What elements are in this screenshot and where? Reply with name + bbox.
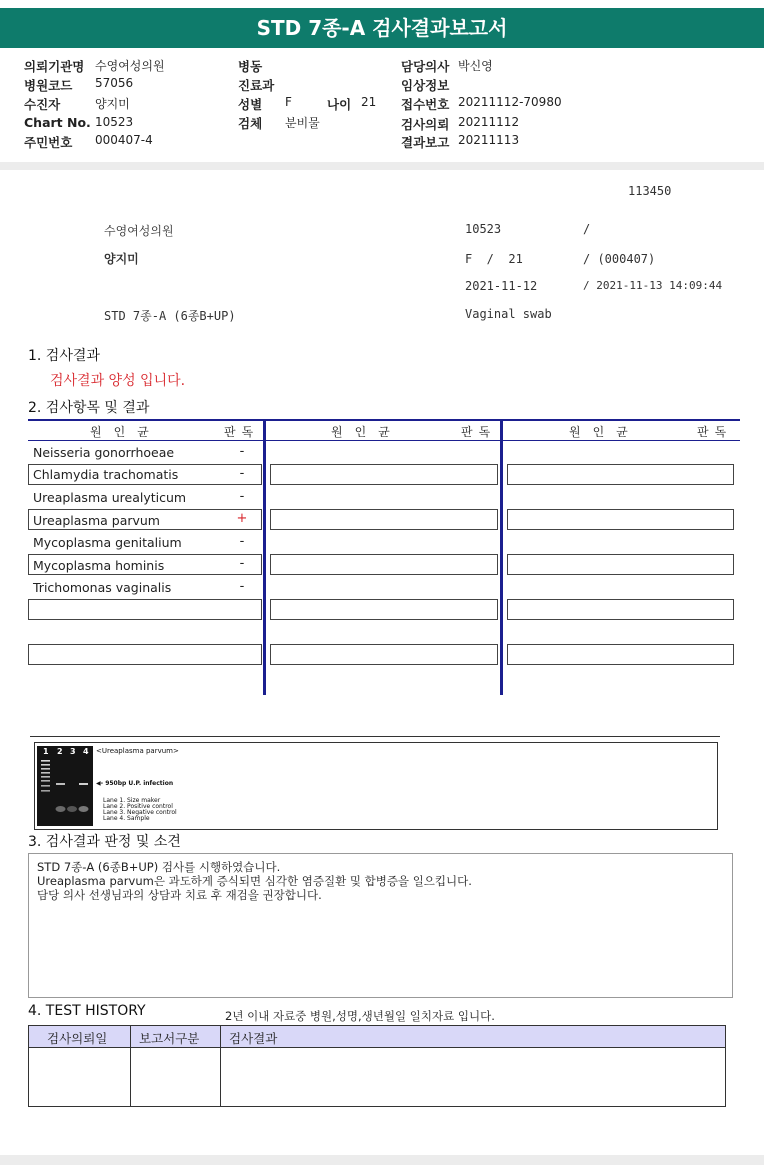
organism-name: Trichomonas vaginalis	[33, 580, 172, 595]
info-request-date: 2021-11-12	[465, 279, 538, 293]
organism-name: Chlamydia trachomatis	[33, 467, 179, 482]
lane-number: 1	[43, 747, 49, 756]
history-table	[28, 1025, 726, 1107]
sex-label: 성별	[238, 97, 263, 112]
table-col-divider	[263, 419, 266, 695]
lane-number: 3	[70, 747, 76, 756]
info-sex-age: F / 21	[465, 252, 523, 266]
doctor-label: 담당의사	[401, 59, 450, 74]
patient-label: 수진자	[24, 97, 61, 112]
report-date-label: 결과보고	[401, 135, 450, 150]
judge-value: -	[239, 556, 245, 571]
section4-title: 4. TEST HISTORY	[28, 1003, 146, 1019]
info-hospital: 수영여성의원	[104, 224, 174, 238]
judge-value: -	[239, 579, 245, 594]
header-row-hospital: 의뢰기관명	[24, 59, 85, 74]
col-header-judge: 판독	[224, 425, 260, 439]
gel-legend: Lane 4. Sample	[103, 815, 150, 822]
col-header-judge: 판독	[697, 425, 733, 439]
hospital-code: 57056	[95, 76, 134, 90]
request-date: 20211112	[458, 115, 520, 129]
hospital-name: 수영여성의원	[95, 59, 165, 73]
history-col-header: 검사의뢰일	[47, 1031, 108, 1046]
table-row-empty	[507, 554, 734, 575]
gel-legend: Lane 2. Positive control	[103, 803, 173, 810]
footer-bar	[0, 1155, 764, 1165]
history-note: 2년 이내 자료중 병원,성명,생년월일 일치자료 입니다.	[225, 1009, 495, 1023]
judge-value: -	[239, 489, 245, 504]
table-col-divider	[500, 419, 503, 695]
table-row-empty	[507, 509, 734, 530]
test-result-summary: 검사결과 양성 입니다.	[50, 373, 186, 389]
info-specimen: Vaginal swab	[465, 307, 552, 321]
col-header-organism: 원인균	[331, 425, 402, 439]
chart-no-label: Chart No.	[24, 115, 91, 130]
table-header-line	[28, 440, 740, 441]
info-chart: 10523	[465, 222, 502, 236]
sex-value: F	[285, 95, 292, 109]
report-title: STD 7종-A 검사결과보고서	[0, 8, 764, 48]
doctor-name: 박신영	[458, 59, 493, 73]
organism-name: Ureaplasma urealyticum	[33, 490, 187, 505]
report-date: 20211113	[458, 133, 520, 147]
info-slash: /	[583, 222, 591, 236]
table-row-empty	[507, 644, 734, 665]
col-header-organism: 원인균	[90, 425, 161, 439]
age-value: 21	[361, 95, 377, 109]
section2-title: 2. 검사항목 및 결과	[28, 400, 150, 416]
table-row-empty	[270, 464, 498, 485]
info-patient: 양지미	[104, 252, 139, 266]
resident-no: 000407-4	[95, 133, 153, 147]
table-row-empty	[507, 464, 734, 485]
table-top-line	[28, 419, 740, 421]
organism-name: Mycoplasma genitalium	[33, 535, 182, 550]
history-col-header: 보고서구분	[139, 1031, 200, 1046]
organism-name-positive: Ureaplasma parvum	[33, 513, 160, 528]
report-code: 113450	[628, 184, 672, 198]
opinion-line: STD 7종-A (6종B+UP) 검사를 시행하였습니다.	[37, 860, 281, 874]
gel-divider	[30, 736, 720, 737]
col-header-judge: 판독	[461, 425, 497, 439]
receipt-no-label: 접수번호	[401, 97, 450, 112]
table-row-empty	[270, 599, 498, 620]
request-date-label: 검사의뢰	[401, 117, 450, 132]
gel-legend: Lane 1. Size maker	[103, 797, 161, 804]
opinion-line: Ureaplasma parvum은 과도하게 증식되면 심각한 염증질환 및 합병증을 일으킵니다.	[37, 874, 472, 888]
table-row-empty	[270, 644, 498, 665]
table-row-empty	[507, 599, 734, 620]
lane-number: 4	[83, 747, 89, 756]
info-birth: / (000407)	[583, 252, 656, 266]
judge-value-positive: +	[236, 511, 248, 526]
patient-name: 양지미	[95, 97, 130, 111]
opinion-box	[28, 853, 733, 998]
hospital-code-label: 병원코드	[24, 78, 73, 93]
chart-no: 10523	[95, 115, 134, 129]
section3-title: 3. 검사결과 판정 및 소견	[28, 834, 181, 850]
age-label: 나이	[327, 97, 352, 112]
judge-value: -	[239, 466, 245, 481]
dept-label: 진료과	[238, 78, 275, 93]
judge-value: -	[239, 444, 245, 459]
info-test-name: STD 7종-A (6종B+UP)	[104, 309, 236, 323]
col-header-organism: 원인균	[569, 425, 640, 439]
specimen-value: 분비물	[285, 116, 320, 130]
gel-bands	[37, 746, 93, 826]
gel-electrophoresis-image	[37, 746, 93, 826]
table-row-empty	[270, 509, 498, 530]
gel-band-label: ◀- 950bp U.P. infection	[96, 780, 174, 787]
judge-value: -	[239, 534, 245, 549]
organism-name: Mycoplasma hominis	[33, 558, 165, 573]
receipt-no: 20211112-70980	[458, 95, 562, 109]
ward-label: 병동	[238, 59, 263, 74]
clinical-info-label: 임상정보	[401, 78, 450, 93]
opinion-line: 담당 의사 선생님과의 상담과 치료 후 재검을 권장합니다.	[37, 888, 322, 902]
history-col-divider	[220, 1026, 221, 1106]
gel-caption: <Ureaplasma parvum>	[96, 747, 179, 755]
table-row-empty	[28, 644, 262, 665]
specimen-label: 검체	[238, 116, 263, 131]
history-table-header	[29, 1026, 725, 1048]
lane-number: 2	[57, 747, 63, 756]
info-report-datetime: / 2021-11-13 14:09:44	[583, 279, 723, 292]
header-divider	[0, 162, 764, 170]
table-row-empty	[270, 554, 498, 575]
section1-title: 1. 검사결과	[28, 348, 100, 364]
organism-name: Neisseria gonorrhoeae	[33, 445, 175, 460]
history-col-header: 검사결과	[229, 1031, 278, 1046]
gel-legend: Lane 3. Negative control	[103, 809, 177, 816]
history-col-divider	[130, 1026, 131, 1106]
resident-no-label: 주민번호	[24, 135, 73, 150]
table-row-empty	[28, 599, 262, 620]
